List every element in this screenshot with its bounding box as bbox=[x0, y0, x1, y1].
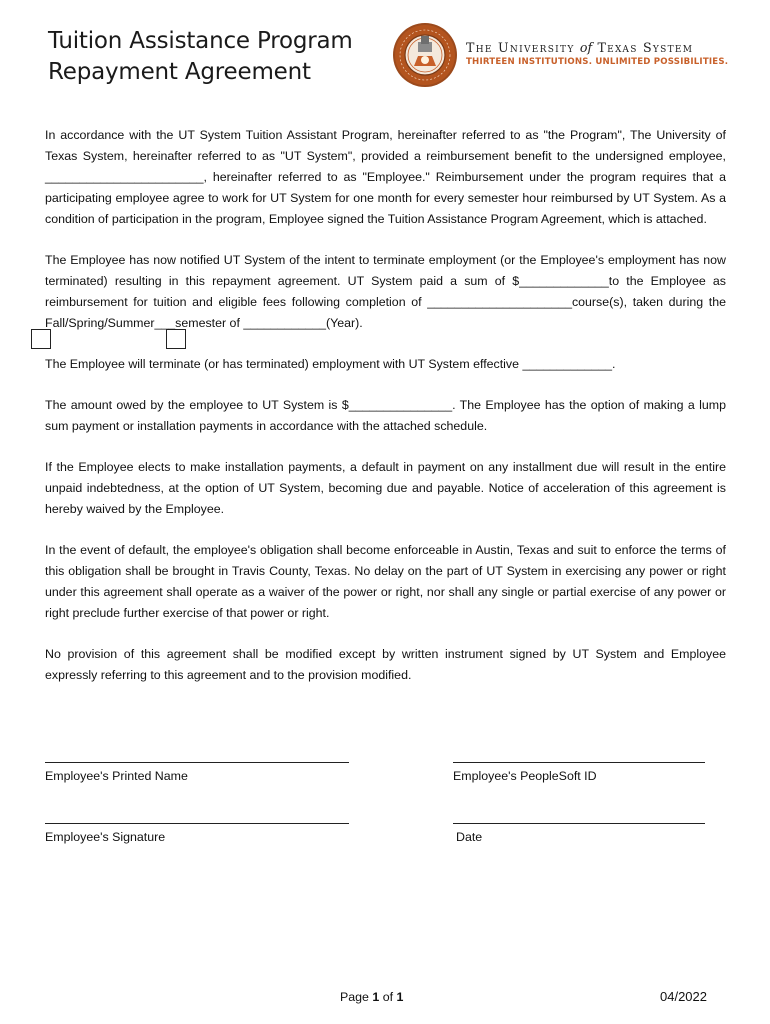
revision-date: 04/2022 bbox=[660, 989, 707, 1004]
printed-name-label: Employee's Printed Name bbox=[45, 769, 188, 783]
organization-tagline: THIRTEEN INSTITUTIONS. UNLIMITED POSSIBILITIES. bbox=[466, 57, 729, 67]
signature-label: Employee's Signature bbox=[45, 830, 166, 844]
signature-line[interactable] bbox=[45, 823, 349, 824]
peoplesoft-id-line[interactable] bbox=[453, 762, 705, 763]
page-number bbox=[340, 990, 403, 1004]
page-total: 1 bbox=[396, 990, 404, 1004]
printed-name-line[interactable] bbox=[45, 762, 349, 763]
page-prefix: Page bbox=[340, 990, 373, 1004]
agreement-body bbox=[45, 125, 726, 706]
title-line-2: Repayment Agreement bbox=[48, 59, 311, 85]
date-label: Date bbox=[456, 830, 483, 844]
paragraph-amount-owed: The amount owed by the employee to UT System is $_______________. The Employee has the option of making a lump sum payment or installation payments in accordance with the attached schedule. bbox=[45, 398, 726, 433]
org-name-part-2: Texas System bbox=[597, 40, 694, 55]
checkbox-semester[interactable] bbox=[166, 329, 186, 349]
checkbox-left[interactable] bbox=[31, 329, 51, 349]
organization-name bbox=[466, 40, 728, 55]
title-line-1: Tuition Assistance Program bbox=[48, 28, 353, 54]
paragraph-termination-date: The Employee will terminate (or has terminated) employment with UT System effective _____________. bbox=[45, 357, 616, 371]
document-title bbox=[48, 26, 353, 88]
org-name-of: of bbox=[579, 40, 593, 55]
organization-name-block bbox=[466, 40, 728, 67]
org-name-part-1: The University bbox=[466, 40, 575, 55]
paragraph-intro: In accordance with the UT System Tuition Assistant Program, hereinafter referred to as "the Program", The University of Texas System, hereinafter referred to as "UT System", provided a reimbursement benefit to the undersigned employee, _______________________, hereinafter referred to as "Employee." Reimbursement under the program requires that a participating employee agree to work for UT System for one month for every semester hour reimbursed by UT System. As a condition of participation in the program, Employee signed the Tuition Assistance Program Agreement, which is attached. bbox=[45, 128, 726, 226]
date-line[interactable] bbox=[453, 823, 705, 824]
paragraph-modification: No provision of this agreement shall be modified except by written instrument signed by UT System and Employee expressly referring to this agreement and to the provision modified. bbox=[45, 647, 726, 682]
paragraph-termination-notice: The Employee has now notified UT System of the intent to terminate employment (or the Employee's employment has now terminated) resulting in this repayment agreement. UT System paid a sum of $_____________to the Employee as reimbursement for tuition and eligible fees following completion of _____________________course(s), taken during the Fall/Spring/Summer___semester of ____________(Year). bbox=[45, 253, 726, 330]
page-current: 1 bbox=[372, 990, 380, 1004]
peoplesoft-id-label: Employee's PeopleSoft ID bbox=[453, 769, 597, 783]
paragraph-installments: If the Employee elects to make installation payments, a default in payment on any installment due will result in the entire unpaid indebtedness, at the option of UT System, becoming due and payable. Notice of acceleration of this agreement is hereby waived by the Employee. bbox=[45, 460, 726, 516]
page-of: of bbox=[379, 990, 397, 1004]
ut-system-seal-logo bbox=[392, 22, 458, 88]
paragraph-default: In the event of default, the employee's obligation shall become enforceable in Austin, Texas and suit to enforce the terms of this obligation shall be brought in Travis County, Texas. No delay on the part of UT System in exercising any power or right under this agreement shall operate as a waiver of the power or right, nor shall any single or partial exercise of any power or right preclude further exercise of that power or right. bbox=[45, 543, 726, 620]
